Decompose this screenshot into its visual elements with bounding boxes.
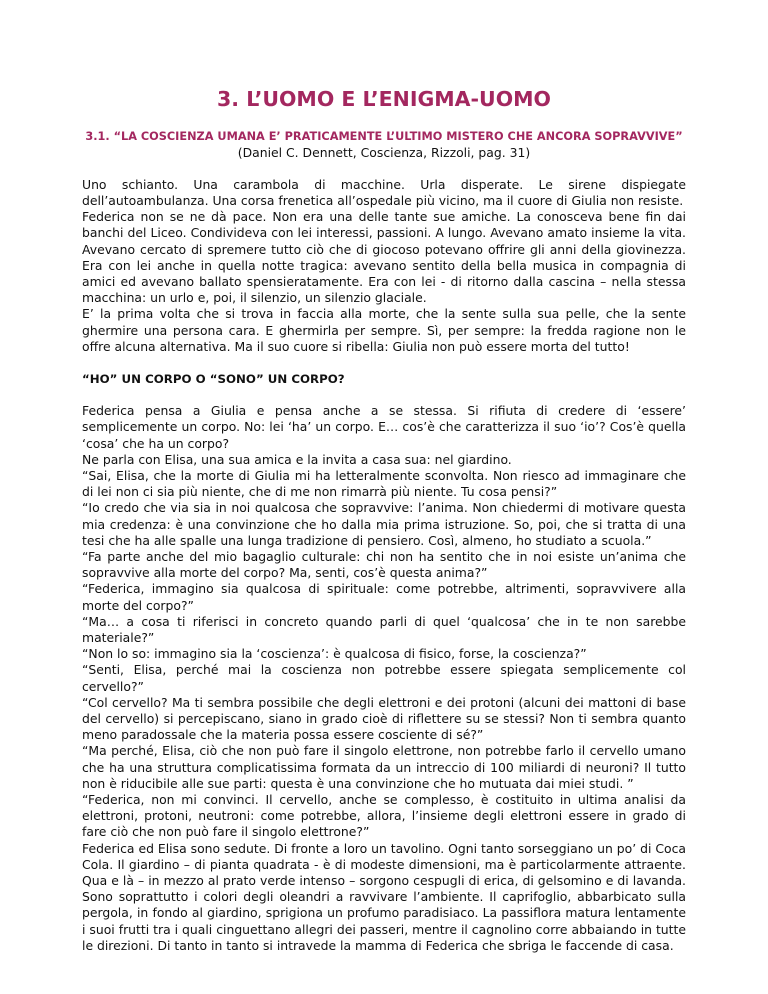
paragraph: Uno schianto. Una carambola di macchine. Urla disperate. Le sirene dispiegate dell’autoambulanza. Una corsa frenetica all’ospedale più vicino, ma il cuore di Giulia non resiste. xyxy=(82,176,686,208)
paragraph: Federica ed Elisa sono sedute. Di fronte a loro un tavolino. Ogni tanto sorseggiano un po’ di Coca Cola. Il giardino – di pianta quadrata - è di modeste dimensioni, ma è particolarmente attraente. Qua e là – in mezzo al prato verde intenso – sorgono cespugli di erica, di gelsomino e di lavanda. Sono soprattutto i colori degli oleandri a ravvivare l’ambiente. Il caprifoglio, abbarbicato sulla pergola, in fondo al giardino, sprigiona un profumo paradisiaco. La passiflora matura lentamente i suoi frutti tra i quali cinguettano allegri dei passeri, mentre il cagnolino corre abbaiando in tutte le direzioni. Di tanto in tanto si intravede la mamma di Federica che sbriga le faccende di casa. xyxy=(82,840,686,953)
paragraph: “Io credo che via sia in noi qualcosa che sopravvive: l’anima. Non chiedermi di motivare questa mia credenza: è una convinzione che ho dalla mia prima istruzione. So, poi, che si tratta di una tesi che ha alle spalle una lunga tradizione di pensiero. Così, almeno, ho studiato a scuola.” xyxy=(82,500,686,548)
paragraph: “Federica, non mi convinci. Il cervello, anche se complesso, è costituito in ultima analisi da elettroni, protoni, neutroni: come potrebbe, allora, l’insieme degli elettroni essere in grado di fare ciò che non può fare il singolo elettrone?” xyxy=(82,792,686,840)
paragraph: Federica pensa a Giulia e pensa anche a se stessa. Si rifiuta di credere di ‘essere’ semplicemente un corpo. No: lei ‘ha’ un corpo. E… cos’è che caratterizza il suo ‘io’? Cos’è quella ‘cosa’ che ha un corpo? xyxy=(82,403,686,451)
subheading: “HO” UN CORPO O “SONO” UN CORPO? xyxy=(82,371,345,386)
document-page xyxy=(82,0,686,954)
chapter-title: 3. L’UOMO E L’ENIGMA-UOMO xyxy=(217,87,551,111)
intro-text xyxy=(82,177,686,355)
paragraph: “Federica, immagino sia qualcosa di spirituale: come potrebbe, altrimenti, sopravvivere alla morte del corpo?” xyxy=(82,581,686,613)
paragraph: “Col cervello? Ma ti sembra possibile che degli elettroni e dei protoni (alcuni dei mattoni di base del cervello) si percepiscano, siano in grado cioè di riflettere su se stessi? Non ti sembra quanto meno paradossale che la materia possa essere cosciente di sé?” xyxy=(82,694,686,743)
paragraph: Federica non se ne dà pace. Non era una delle tante sue amiche. La conosceva bene fin dai banchi del Liceo. Condivideva con lei interessi, passioni. A lungo. Avevano amato insieme la vita. Avevano cercato di spremere tutto ciò che di giocoso potevano offrire gli anni della giovinezza. Era con lei anche in quella notte tragica: avevano sentito della bella musica in compagnia di amici ed avevano ballato spensieratamente. Era con lei - di ritorno dalla cascina – nella stessa macchina: un urlo e, poi, il silenzio, un silenzio glaciale. xyxy=(82,209,686,306)
citation: (Daniel C. Dennett, Coscienza, Rizzoli, pag. 31) xyxy=(237,144,531,160)
paragraph: “Sai, Elisa, che la morte di Giulia mi ha letteralmente sconvolta. Non riesco ad immaginare che di lei non ci sia più niente, che di me non rimarrà più niente. Tu cosa pensi?” xyxy=(82,467,686,500)
paragraph: “Ma… a cosa ti riferisci in concreto quando parli di quel ‘qualcosa’ che in te non sarebbe materiale?” xyxy=(82,613,686,645)
paragraph: E’ la prima volta che si trova in faccia alla morte, che la sente sulla sua pelle, che la sente ghermire una persona cara. E ghermirla per sempre. Sì, per sempre: la fredda ragione non le offre alcuna alternativa. Ma il suo cuore si ribella: Giulia non può essere morta del tutto! xyxy=(82,306,686,354)
paragraph: “Senti, Elisa, perché mai la coscienza non potrebbe essere spiegata semplicemente col cervello?” xyxy=(82,662,686,694)
paragraph: Ne parla con Elisa, una sua amica e la invita a casa sua: nel giardino. xyxy=(82,451,512,467)
paragraph: “Ma perché, Elisa, ciò che non può fare il singolo elettrone, non potrebbe farlo il cervello umano che ha una struttura complicatissima formata da un intreccio di 100 miliardi di neuroni? Il tutto non è riducibile alle sue parti: questa è una convinzione che ho mutuata dai miei studi. ” xyxy=(82,743,686,791)
paragraph: “Non lo so: immagino sia la ‘coscienza’: è qualcosa di fisico, forse, la coscienza?” xyxy=(82,646,587,662)
dialogue-text xyxy=(82,403,686,954)
paragraph: “Fa parte anche del mio bagaglio culturale: chi non ha sentito che in noi esiste un’anima che sopravvive alla morte del corpo? Ma, senti, cos’è questa anima?” xyxy=(82,548,686,581)
section-title: 3.1. “LA COSCIENZA UMANA E’ PRATICAMENTE L’ULTIMO MISTERO CHE ANCORA SOPRAVVIVE” xyxy=(85,130,683,143)
